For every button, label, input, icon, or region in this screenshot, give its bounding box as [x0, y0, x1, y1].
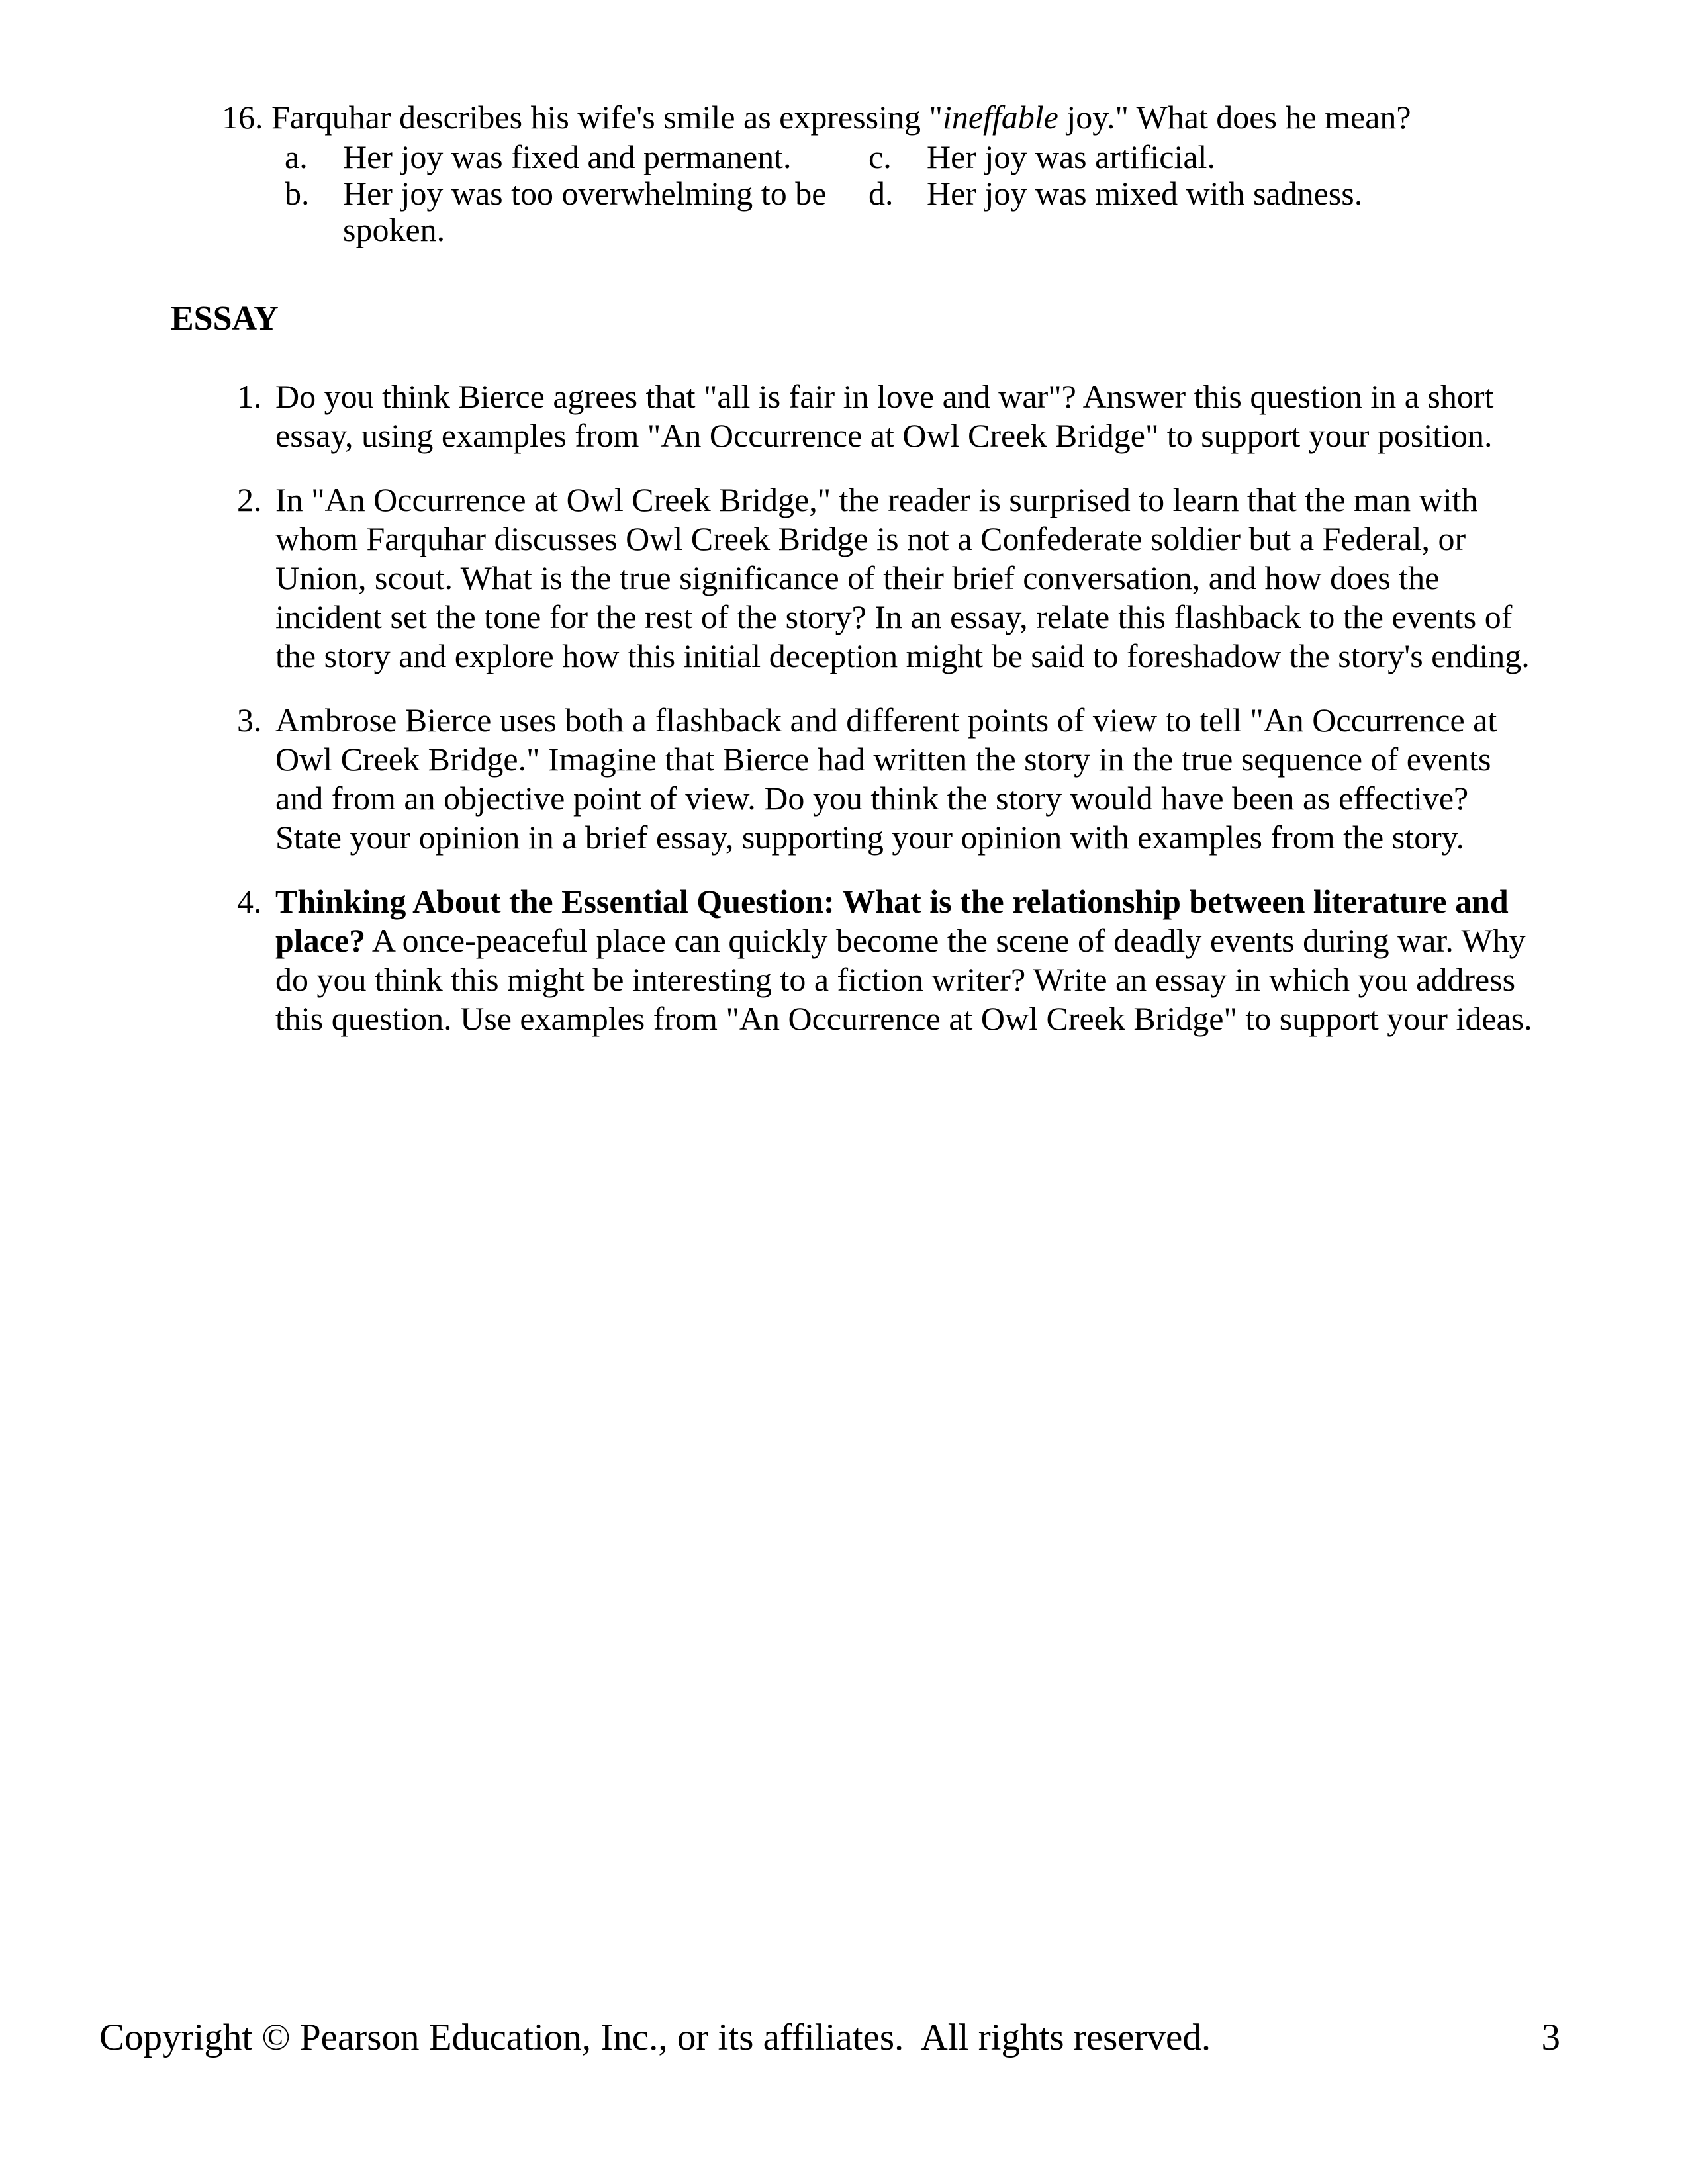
- option-d-text: Her joy was mixed with sadness.: [927, 175, 1363, 212]
- essay-question-3-text: [275, 701, 1536, 857]
- question-16: [222, 99, 1539, 248]
- option-a-letter: a.: [285, 138, 308, 175]
- stem-text-before: Farquhar describes his wife's smile as expressing ": [271, 99, 943, 136]
- essay-question-1: [237, 377, 1538, 455]
- option-c-text: Her joy was artificial.: [927, 138, 1215, 175]
- essay-questions: [237, 377, 1538, 1064]
- option-b-letter: b.: [285, 175, 310, 212]
- essay-question-3: [237, 701, 1538, 857]
- question-body: [271, 99, 1539, 248]
- answer-options: [285, 139, 1539, 248]
- stem-italic-term: ineffable: [942, 99, 1058, 136]
- essay-question-3-body: Ambrose Bierce uses both a flashback and different points of view to tell "An Occurrence at Owl Creek Bridge." Imagine that Bierce had written the story in the true sequence of events and from an objective point of view. Do you think the story would have been as effective? State your opinion in a brief essay, supporting your opinion with examples from the story.: [275, 702, 1497, 856]
- option-c: [868, 139, 1539, 175]
- essential-question-lead: Thinking About the Essential Question: What is the relationship between literature and place?: [275, 883, 1509, 959]
- essay-question-2: [237, 480, 1538, 676]
- essay-question-2-text: [275, 480, 1536, 676]
- option-a: [285, 139, 868, 175]
- essay-question-4: [237, 882, 1538, 1038]
- option-a-text: Her joy was fixed and permanent.: [343, 138, 792, 175]
- options-column-left: [285, 139, 868, 248]
- option-b-text: Her joy was too overwhelming to be spoken.: [343, 175, 827, 248]
- essay-question-3-number: 3.: [237, 702, 262, 739]
- stem-text-after: joy." What does he mean?: [1058, 99, 1411, 136]
- options-column-right: [868, 139, 1539, 248]
- page-number: 3: [1541, 2017, 1560, 2058]
- copyright-notice: Copyright © Pearson Education, Inc., or its affiliates. All rights reserved.: [99, 2017, 1211, 2058]
- option-d-letter: d.: [868, 175, 894, 212]
- option-d: [868, 175, 1539, 212]
- essay-section-heading: ESSAY: [171, 300, 279, 338]
- question-16-row: [222, 99, 1539, 248]
- essay-question-4-number: 4.: [237, 883, 262, 920]
- option-b: [285, 175, 868, 248]
- essay-question-1-number: 1.: [237, 378, 262, 415]
- essay-question-1-text: [275, 377, 1536, 455]
- essay-question-2-number: 2.: [237, 481, 262, 518]
- essay-question-4-text: [275, 882, 1536, 1038]
- essay-question-2-body: In "An Occurrence at Owl Creek Bridge," the reader is surprised to learn that the man with whom Farquhar discusses Owl Creek Bridge is not a Confederate soldier but a Federal, or Union, scout. What is the true significance of their brief conversation, and how does the incident set the tone for the rest of the story? In an essay, relate this flashback to the events of the story and explore how this initial deception might be said to foreshadow the story's ending.: [275, 481, 1530, 674]
- essay-question-1-body: Do you think Bierce agrees that "all is fair in love and war"? Answer this question in a short essay, using examples from "An Occurrence at Owl Creek Bridge" to support your position.: [275, 378, 1494, 454]
- essay-question-4-body: A once-peaceful place can quickly become the scene of deadly events during war. Why do you think this might be interesting to a fiction writer? Write an essay in which you address this question. Use examples from "An Occurrence at Owl Creek Bridge" to support your ideas.: [275, 922, 1532, 1037]
- question-number: 16.: [222, 99, 263, 136]
- option-c-letter: c.: [868, 138, 892, 175]
- question-stem: [271, 99, 1539, 136]
